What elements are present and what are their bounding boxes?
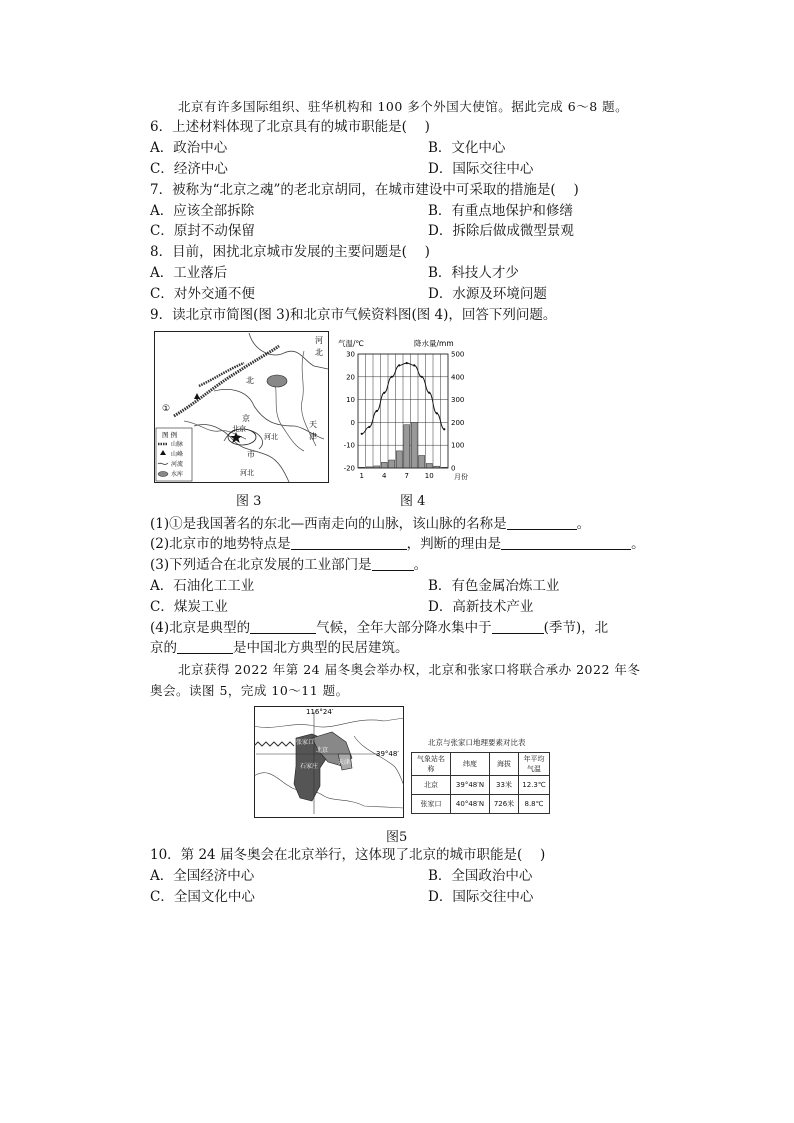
table-row [412, 776, 550, 795]
table-row [412, 795, 550, 814]
chart-ylabel-right: 降水量/mm [414, 339, 454, 348]
q9-sub3-text: (3)下列适合在北京发展的工业部门是 [150, 557, 372, 573]
chart-ytick-right: 0 [451, 464, 456, 473]
q6-stem: 6．上述材料体现了北京具有的城市职能是( ) [150, 119, 430, 135]
q9-option-d[interactable]: D．高新技术产业 [428, 599, 534, 615]
intro-text: 北京有许多国际组织、驻华机构和 100 多个外国大使馆。据此完成 6～8 题。 [178, 99, 629, 114]
chart-temperature-point [383, 392, 385, 394]
fig5-lon-label: 116°24′ [306, 708, 334, 716]
q9-option-c[interactable]: C．煤炭工业 [150, 599, 228, 615]
figure-3-map [154, 331, 329, 483]
map-label-bei: 北 [246, 376, 254, 385]
map-label-tian: 天 [309, 420, 317, 429]
table-cell: 北京 [412, 776, 451, 795]
q6-option-a[interactable]: A．政治中心 [150, 140, 228, 156]
table-header-cell: 气象站名称 [412, 753, 451, 776]
q9-sub3-blank[interactable] [372, 556, 414, 571]
chart-bar-precipitation [396, 451, 402, 468]
legend-reservoir: 水库 [171, 471, 184, 478]
q9-sub3-end: 。 [413, 557, 428, 573]
map-label-jin: 津 [309, 432, 317, 441]
chart-bar-precipitation [381, 462, 387, 468]
chart-temperature-point [436, 412, 438, 414]
q9-sub4-text: (4)北京是典型的 [150, 620, 251, 636]
map-label-shi: 市 [247, 450, 255, 459]
chart-temperature-point [406, 362, 408, 364]
chart-temperature-point [376, 410, 378, 412]
q9-sub2 [150, 535, 645, 553]
fig5-tj-label: 天津 [338, 759, 351, 766]
q10-stem: 10．第 24 届冬奥会在北京举行，这体现了北京的城市职能是( ) [150, 847, 546, 863]
chart-xtick: 1 [359, 472, 364, 480]
chart-x-unit: 月份 [454, 473, 468, 481]
q6-option-d[interactable]: D．国际交往中心 [428, 161, 534, 177]
legend-title: 图 例 [162, 431, 178, 439]
map-label-bei-right: 北 [315, 348, 323, 357]
q9-sub1-text: (1)①是我国著名的东北—西南走向的山脉，该山脉的名称是 [150, 516, 507, 532]
q7-option-c[interactable]: C．原封不动保留 [150, 223, 255, 239]
chart-xtick: 10 [424, 472, 434, 480]
q10-option-a[interactable]: A．全国经济中心 [150, 868, 255, 884]
chart-bar-precipitation [411, 422, 417, 468]
q8-option-d[interactable]: D．水源及环境问题 [428, 286, 547, 302]
figure-4-caption: 图 4 [400, 494, 426, 509]
intro2-text: 北京获得 2022 年第 24 届冬奥会举办权，北京和张家口将联合承办 2022 年冬 [178, 662, 641, 677]
chart-ytick-right: 100 [451, 441, 465, 450]
chart-ytick-right: 200 [451, 418, 465, 427]
chart-ytick-left: 30 [346, 350, 355, 359]
chart-xtick: 7 [404, 472, 409, 480]
q9-stem: 9．读北京市简图(图 3)和北京市气候资料图(图 4)，回答下列问题。 [150, 307, 557, 323]
chart-ytick-right: 500 [451, 350, 465, 359]
q8-option-a[interactable]: A．工业落后 [150, 265, 228, 281]
q9-sub2-blank-2[interactable] [501, 535, 631, 550]
q7-option-b[interactable]: B．有重点地保护和修缮 [428, 203, 573, 219]
q9-sub4-blank-2[interactable] [492, 619, 544, 634]
chart-ylabel-left: 气温/℃ [338, 339, 364, 348]
chart-temperature-point [413, 364, 415, 366]
fig5-zjk-label: 张家口 [296, 739, 315, 746]
chart-ytick-left: -20 [343, 464, 355, 473]
legend-peak: 山峰 [171, 451, 184, 458]
q9-sub2-text: (2)北京市的地势特点是 [150, 536, 291, 552]
q10-option-d[interactable]: D．国际交往中心 [428, 889, 534, 905]
q10-option-b[interactable]: B．全国政治中心 [428, 868, 533, 884]
table-header-cell: 纬度 [451, 753, 490, 776]
chart-ytick-right: 400 [451, 373, 465, 382]
map-label-beijing: 北京 [232, 425, 246, 433]
q9-sub1-end: 。 [576, 516, 591, 532]
chart-temperature-point [361, 433, 363, 435]
q9-sub4-line1 [150, 619, 608, 637]
q10-option-c[interactable]: C．全国文化中心 [150, 889, 255, 905]
table-header-row [412, 753, 550, 776]
q9-sub4-mid: 气候，全年大部分降水集中于 [316, 620, 492, 636]
q9-sub4-end2: 是中国北方典型的民居建筑。 [233, 640, 409, 656]
table-cell: 12.3℃ [519, 776, 550, 795]
table-cell: 726米 [490, 795, 519, 814]
fig5-bj-label: 北京 [316, 747, 329, 754]
table-cell: 39°48′N [451, 776, 490, 795]
fig5-lat-label: 39°48′ [376, 750, 399, 758]
intro3-text: 奥会。读图 5，完成 10～11 题。 [150, 683, 349, 698]
q9-sub2-mid: ，判断的理由是 [406, 536, 502, 552]
q6-option-c[interactable]: C．经济中心 [150, 161, 228, 177]
q8-option-b[interactable]: B．科技人才少 [428, 265, 519, 281]
q9-sub3 [150, 556, 427, 574]
q9-option-b[interactable]: B．有色金属冶炼工业 [428, 578, 560, 594]
table-cell: 张家口 [412, 795, 451, 814]
q9-sub2-end: 。 [631, 536, 645, 552]
q9-sub1 [150, 515, 590, 533]
chart-temperature-point [428, 392, 430, 394]
map-label-hebei: 河北 [264, 433, 278, 441]
comparison-table [411, 752, 550, 814]
map-label-he: 河 [315, 336, 323, 345]
q7-stem: 7．被称为“北京之魂”的老北京胡同，在城市建设中可采取的措施是( ) [150, 182, 579, 198]
chart-temperature-point [391, 376, 393, 378]
q9-sub2-blank-1[interactable] [291, 535, 407, 550]
chart-bar-precipitation [426, 463, 432, 468]
q9-sub4-text2: 京的 [150, 640, 177, 656]
chart-ytick-left: 10 [346, 396, 355, 405]
legend-mountain-range: 山脉 [171, 441, 184, 448]
chart-xtick: 4 [382, 472, 387, 480]
chart-ytick-left: 20 [346, 373, 355, 382]
q8-option-c[interactable]: C．对外交通不便 [150, 286, 255, 302]
table-header-cell: 海拔 [490, 753, 519, 776]
map-label-jing: 京 [242, 414, 250, 423]
chart-ytick-right: 300 [451, 396, 465, 405]
chart-bar-precipitation [419, 455, 425, 468]
legend-river: 河流 [171, 461, 184, 468]
table-header-cell: 年平均气温 [519, 753, 550, 776]
chart-bar-precipitation [389, 460, 395, 468]
table-cell: 8.8℃ [519, 795, 550, 814]
q9-sub4-line2 [150, 639, 409, 657]
chart-temperature-point [368, 426, 370, 428]
chart-temperature-point [398, 364, 400, 366]
chart-temperature-point [421, 376, 423, 378]
q7-option-d[interactable]: D．拆除后做成微型景观 [428, 223, 574, 239]
q9-sub4-blank-3[interactable] [177, 639, 233, 654]
chart-ytick-left: 0 [350, 418, 355, 427]
fig5-sjz-label: 石家庄 [300, 763, 319, 770]
table-cell: 33米 [490, 776, 519, 795]
map-label-range-number: ① [162, 404, 171, 414]
q9-option-a[interactable]: A．石油化工工业 [150, 578, 255, 594]
chart-ytick-left: -10 [343, 441, 355, 450]
figure-4-climate-chart [336, 336, 476, 484]
chart-temperature-point [443, 428, 445, 430]
map-label-hebei-bottom: 河北 [240, 469, 254, 477]
comparison-table-title: 北京与张家口地理要素对比表 [428, 738, 526, 747]
q6-option-b[interactable]: B．文化中心 [428, 140, 506, 156]
q9-sub1-blank[interactable] [507, 515, 577, 530]
q7-option-a[interactable]: A．应该全部拆除 [150, 203, 255, 219]
figure-3-caption: 图 3 [236, 494, 262, 509]
q9-sub4-blank-1[interactable] [250, 619, 316, 634]
table-cell: 40°48′N [451, 795, 490, 814]
figure-5-caption: 图5 [386, 830, 408, 845]
q9-sub4-end: (季节)，北 [543, 620, 609, 636]
figure-5-map [254, 706, 404, 818]
chart-bar-precipitation [404, 425, 410, 468]
q8-stem: 8．目前，困扰北京城市发展的主要问题是( ) [150, 244, 430, 260]
